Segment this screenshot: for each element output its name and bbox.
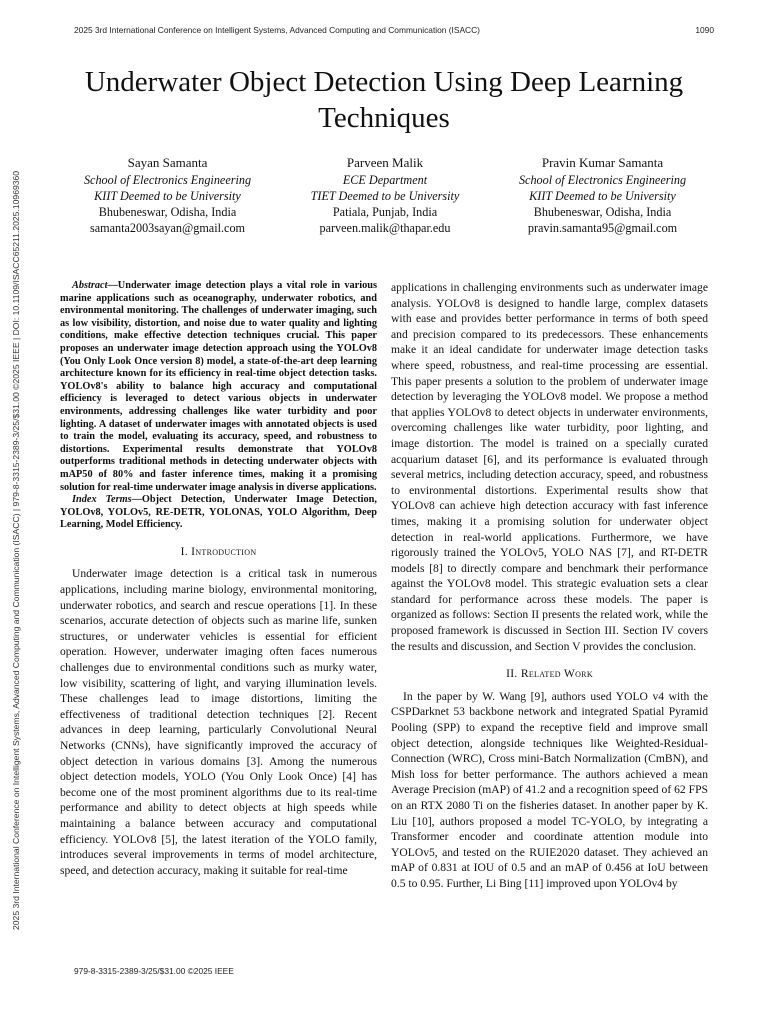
index-terms-text: —Object Detection, Underwater Image Detection, YOLOv8, YOLOv5, RE-DETR, YOLONAS, YOLO Algorithm, Deep Learning, Model Efficiency. <box>60 494 377 531</box>
page-header <box>74 25 714 35</box>
section-heading-introduction <box>60 544 377 560</box>
abstract-label: Abstract <box>72 280 108 291</box>
author-2 <box>278 155 493 236</box>
author-affiliation: School of Electronics Engineering <box>518 173 687 187</box>
author-affiliation: School of Electronics Engineering <box>83 173 252 187</box>
author-location: Bhubeneswar, Odisha, India <box>533 205 672 219</box>
section-heading-related-work <box>391 666 708 682</box>
author-email: samanta2003sayan@gmail.com <box>89 221 246 235</box>
author-institution: TIET Deemed to be University <box>310 189 460 203</box>
section-number: II. <box>506 667 518 681</box>
side-metadata: 2025 3rd International Conference on Intelligent Systems, Advanced Computing and Communication (ISACC) | 979-8-3315-2389-3/25/$31.00 ©2025 IEEE | DOI: 10.1109/ISACC65211.2025.10969360 <box>11 170 21 930</box>
author-name: Parveen Malik <box>346 155 424 170</box>
section-title: Introduction <box>191 544 257 558</box>
right-column <box>391 280 708 892</box>
author-name: Pravin Kumar Samanta <box>541 155 664 170</box>
introduction-continued: applications in challenging environments such as underwater image analysis. YOLOv8 is designed to handle large, complex datasets with ease and provides better performance in terms of both speed and precision compared to its predecessors. These enhancements make it an ideal candidate for underwater image detection tasks where speed, robustness, and real-time processing are essential. This paper presents a solution to the problem of underwater image detection by leveraging the YOLOv8 model. We propose a method that applies YOLOv8 to detect objects in underwater environments, overcoming challenges like water turbidity, poor lighting, and image distortion. The model is trained on a specially curated acquarium dataset [6], and its performance is evaluated through several metrics, including detection accuracy, speed, and robustness to environmental distortions. Experimental results show that YOLOv8 can achieve high detection accuracy with fast inference times, making it a promising solution for underwater object detection in real-world applications. Furthermore, we have rigorously trained the YOLOv5, YOLO NAS [7], and RT-DETR models [8] to directly compare and benchmark their performance against the YOLOv8 model. This strategic evaluation sets a clear standard for performance across these models. The paper is organized as follows: Section II presents the related work, while the proposed framework is discussed in Section III. Section IV covers the results and discussion, and Section V provides the conclusion. <box>391 281 708 653</box>
author-block <box>60 155 710 236</box>
author-affiliation: ECE Department <box>342 173 428 187</box>
author-name: Sayan Samanta <box>127 155 208 170</box>
section-number: I. <box>180 544 188 558</box>
abstract <box>60 280 377 494</box>
page-number: 1090 <box>695 25 714 35</box>
page-footer: 979-8-3315-2389-3/25/$31.00 ©2025 IEEE <box>74 966 234 976</box>
related-work-paragraph: In the paper by W. Wang [9], authors used YOLO v4 with the CSPDarknet 53 backbone network and integrated Spatial Pyramid Pooling (SPP) to expand the receptive field and improve small object detection, alongside techniques like Weighted-Residual-Connection (WRC), Cross mini-Batch Normalization (CmBN), and Mish loss for better performance. The authors achieved a mean Average Precision (mAP) of 41.2 and a recognition speed of 62 FPS on an RTX 2080 Ti on the fisheries dataset. In another paper by K. Liu [10], authors proposed a model TC-YOLO, by integrating a Transformer encoder and coordinate attention module into YOLOv5, and tested on the RUIE2020 dataset. They achieved an mAP of 0.831 at IOU of 0.5 and an mAP of 0.456 at IoU between 0.5 to 0.95. Further, Li Bing [11] improved upon YOLOv4 by <box>391 689 708 890</box>
author-institution: KIIT Deemed to be University <box>94 189 241 203</box>
author-institution: KIIT Deemed to be University <box>529 189 676 203</box>
author-email: parveen.malik@thapar.edu <box>319 221 451 235</box>
author-location: Bhubeneswar, Odisha, India <box>98 205 237 219</box>
author-location: Patiala, Punjab, India <box>332 205 438 219</box>
index-terms <box>60 494 377 532</box>
author-email: pravin.samanta95@gmail.com <box>527 221 678 235</box>
abstract-text: —Underwater image detection plays a vital role in various marine applications such as oceanography, underwater robotics, and environmental monitoring. The challenges of underwater imaging, such as low visibility, distortion, and noise due to water quality and lighting conditions, make effective detection techniques crucial. This paper proposes an underwater image detection approach using the YOLOv8 (You Only Look Once version 8) model, a state-of-the-art deep learning architecture known for its efficiency in real-time object detection tasks. YOLOv8's ability to balance high accuracy and computational efficiency is leveraged to detect various objects in underwater environments, addressing challenges like water turbidity and poor lighting. A dataset of underwater images with annotated objects is used to train the model, evaluating its accuracy, speed, and robustness to distortions. Experimental results demonstrate that YOLOv8 outperforms traditional methods in detecting underwater objects with mAP50 of 80% and faster inference times, making it a promising solution for real-time underwater image analysis in diverse applications. <box>60 280 377 493</box>
conference-name: 2025 3rd International Conference on Intelligent Systems, Advanced Computing and Communication (ISACC) <box>74 25 480 35</box>
author-3 <box>495 155 710 236</box>
section-title: Related Work <box>520 667 593 681</box>
paper-title: Underwater Object Detection Using Deep Learning Techniques <box>84 66 684 134</box>
author-1 <box>60 155 275 236</box>
left-column <box>60 280 377 878</box>
index-terms-label: Index Terms <box>72 494 132 506</box>
introduction-paragraph: Underwater image detection is a critical task in numerous applications, including marine biology, environmental monitoring, underwater robotics, and search and rescue operations [1]. In these scenarios, accurate detection of objects such as marine life, sunken structures, or underwater vehicles is essential for efficient operation. However, underwater imaging often faces numerous challenges due to environmental conditions such as murky water, low visibility, scattering of light, and varying illumination levels. These challenges lead to image distortions, limiting the effectiveness of traditional detection techniques [2]. Recent advances in deep learning, particularly Convolutional Neural Networks (CNNs), have significantly improved the accuracy of object detection in various domains [3]. Among the numerous object detection models, YOLO (You Only Look Once) [4] has become one of the most prominent algorithms due to its real-time performance and ability to detect objects at high speeds while maintaining a balance between accuracy and computational efficiency. YOLOv8 [5], the latest iteration of the YOLO family, introduces several improvements in terms of model architecture, speed, and detection accuracy, making it suitable for real-time <box>60 567 377 877</box>
